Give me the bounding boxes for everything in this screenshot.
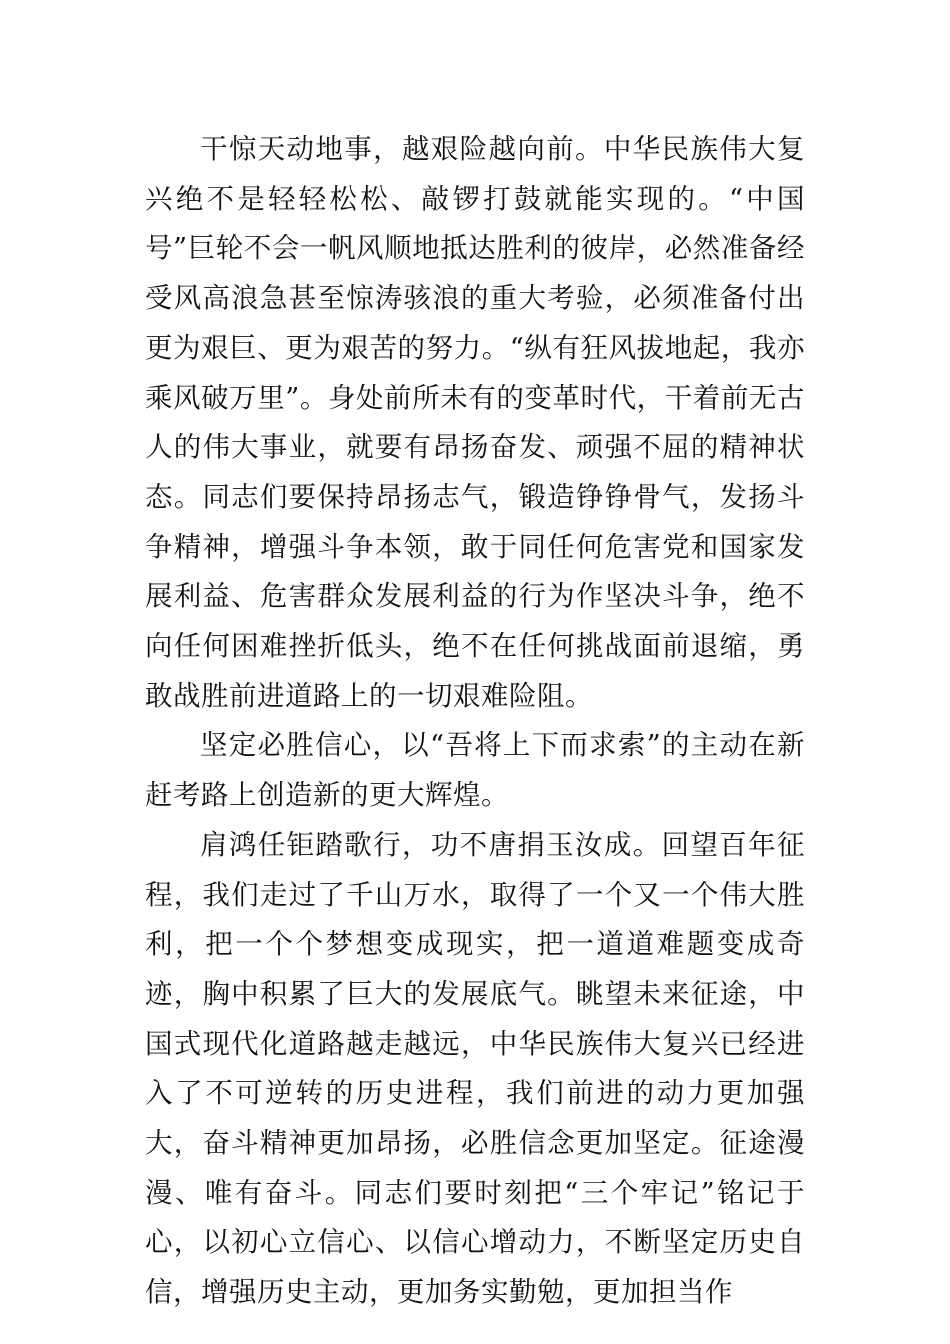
paragraph-confidence-heading: 坚定必胜信心，以“吾将上下而求索”的主动在新赶考路上创造新的更大辉煌。 [145, 729, 805, 812]
paragraph-journey: 肩鸿任钜踏歌行，功不唐捐玉汝成。回望百年征程，我们走过了千山万水，取得了一个又一个伟大胜利，把一个个梦想变成现实，把一道道难题变成奇迹，胸中积累了巨大的发展底气。眺望未来征途，中国式现代化道路越走越远，中华民族伟大复兴已经进入了不可逆转的历史进程，我们前进的动力更加强大，奋斗精神更加昂扬，必胜信念更加坚定。征途漫漫、唯有奋斗。同志们要时刻把“三个牢记”铭记于心，以初心立信心、以信心增动力，不断坚定历史自信，增强历史主动，更加务实勤勉，更加担当作 [145, 828, 805, 1309]
paragraph-struggle: 干惊天动地事，越艰险越向前。中华民族伟大复兴绝不是轻轻松松、敲锣打鼓就能实现的。“中国号”巨轮不会一帆风顺地抵达胜利的彼岸，必然准备经受风高浪急甚至惊涛骇浪的重大考验，必须准备付出更为艰巨、更为艰苦的努力。“纵有狂风拔地起，我亦乘风破万里”。身处前所未有的变革时代，干着前无古人的伟大事业，就要有昂扬奋发、顽强不屈的精神状态。同志们要保持昂扬志气，锻造铮铮骨气，发扬斗争精神，增强斗争本领，敢于同任何危害党和国家发展利益、危害群众发展利益的行为作坚决斗争，绝不向任何困难挫折低头，绝不在任何挑战面前退缩，勇敢战胜前进道路上的一切艰难险阻。 [145, 133, 805, 712]
document-page [145, 125, 805, 1318]
